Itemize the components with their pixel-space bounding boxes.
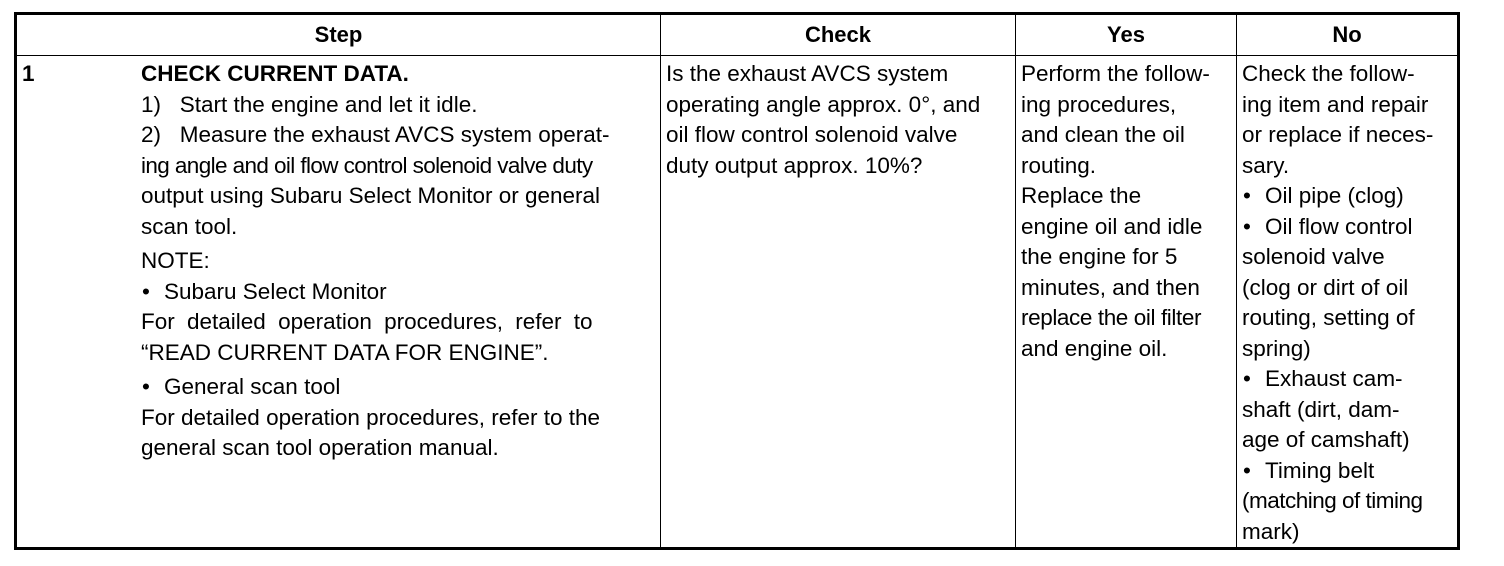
check-line-2: operating angle approx. 0°, and	[666, 91, 981, 117]
no-item-3-line-2: age of camshaft)	[1242, 427, 1410, 452]
table-header-row	[16, 14, 1459, 56]
check-cell	[661, 56, 1016, 549]
no-item-2-line-2: (clog or dirt of oil	[1242, 274, 1409, 300]
no-intro-1: Check the follow-	[1242, 61, 1415, 86]
header-check: Check	[661, 14, 1016, 56]
no-item-2-line-3: routing, setting of	[1242, 305, 1415, 330]
no-cell	[1237, 56, 1459, 549]
no-item-1	[1242, 181, 1453, 212]
header-no: No	[1237, 14, 1459, 56]
note-tool-2	[141, 372, 652, 403]
no-item-4-line-2: mark)	[1242, 518, 1300, 544]
step-cell	[16, 56, 661, 549]
yes-cell	[1016, 56, 1237, 549]
check-line-4: duty output approx. 10%?	[666, 152, 923, 178]
note-text-1a: For detailed operation procedures, refer to	[141, 309, 593, 334]
yes-line-3: and clean the oil	[1021, 122, 1185, 147]
yes-line-6: engine oil and idle	[1021, 213, 1203, 239]
note-text-2b: general scan tool operation manual.	[141, 435, 499, 460]
header-step: Step	[16, 14, 661, 56]
check-line-3: oil flow control solenoid valve	[666, 122, 958, 147]
yes-line-2: ing procedures,	[1021, 91, 1177, 117]
no-item-2	[1242, 212, 1453, 243]
step-item-2-cont: ing angle and oil flow control solenoid valve duty	[141, 152, 593, 178]
step-number: 1	[22, 61, 35, 86]
note-tool-1	[141, 277, 652, 308]
no-item-4-line-1: (matching of timing	[1242, 488, 1423, 513]
yes-line-4: routing.	[1021, 152, 1097, 178]
bullet-icon	[141, 279, 164, 304]
bullet-icon	[1242, 458, 1265, 483]
no-intro-3: or replace if neces-	[1242, 122, 1434, 147]
bullet-icon	[1242, 183, 1265, 208]
step-item-2-cont-2: output using Subaru Select Monitor or general	[141, 183, 601, 208]
table-row	[16, 56, 1459, 549]
bullet-icon	[1242, 366, 1265, 391]
step-title: CHECK CURRENT DATA.	[141, 61, 409, 86]
no-item-1-label: Oil pipe (clog)	[1265, 183, 1404, 208]
step-item-1: 1) Start the engine and let it idle.	[141, 91, 478, 117]
note-tool-1-label: Subaru Select Monitor	[164, 278, 387, 304]
no-item-4	[1242, 456, 1453, 487]
note-text-2a: For detailed operation procedures, refer to the	[141, 404, 601, 430]
no-item-2-line-4: spring)	[1242, 335, 1311, 361]
yes-line-1: Perform the follow-	[1021, 61, 1210, 86]
yes-line-8: minutes, and then	[1021, 274, 1200, 300]
yes-line-10: and engine oil.	[1021, 335, 1168, 361]
no-intro-2: ing item and repair	[1242, 91, 1429, 117]
no-item-3	[1242, 364, 1453, 395]
note-label: NOTE:	[141, 248, 210, 273]
header-yes: Yes	[1016, 14, 1237, 56]
no-intro-4: sary.	[1242, 152, 1290, 178]
check-line-1: Is the exhaust AVCS system	[666, 61, 949, 86]
no-item-4-label: Timing belt	[1265, 457, 1375, 483]
no-item-3-line-1: shaft (dirt, dam-	[1242, 396, 1400, 422]
bullet-icon	[1242, 214, 1265, 239]
yes-line-9: replace the oil filter	[1021, 305, 1202, 330]
yes-line-7: the engine for 5	[1021, 244, 1178, 269]
note-text-1b: “READ CURRENT DATA FOR ENGINE”.	[141, 339, 549, 365]
step-item-2-cont-3: scan tool.	[141, 213, 238, 239]
no-item-3-label: Exhaust cam-	[1265, 366, 1403, 391]
no-item-2-label: Oil flow control	[1265, 213, 1413, 239]
diagnostic-table	[14, 12, 1460, 550]
bullet-icon	[141, 374, 164, 399]
step-item-2: 2) Measure the exhaust AVCS system operat-	[141, 122, 610, 147]
yes-line-5: Replace the	[1021, 183, 1142, 208]
no-item-2-line-1: solenoid valve	[1242, 244, 1385, 269]
note-tool-2-label: General scan tool	[164, 374, 341, 399]
